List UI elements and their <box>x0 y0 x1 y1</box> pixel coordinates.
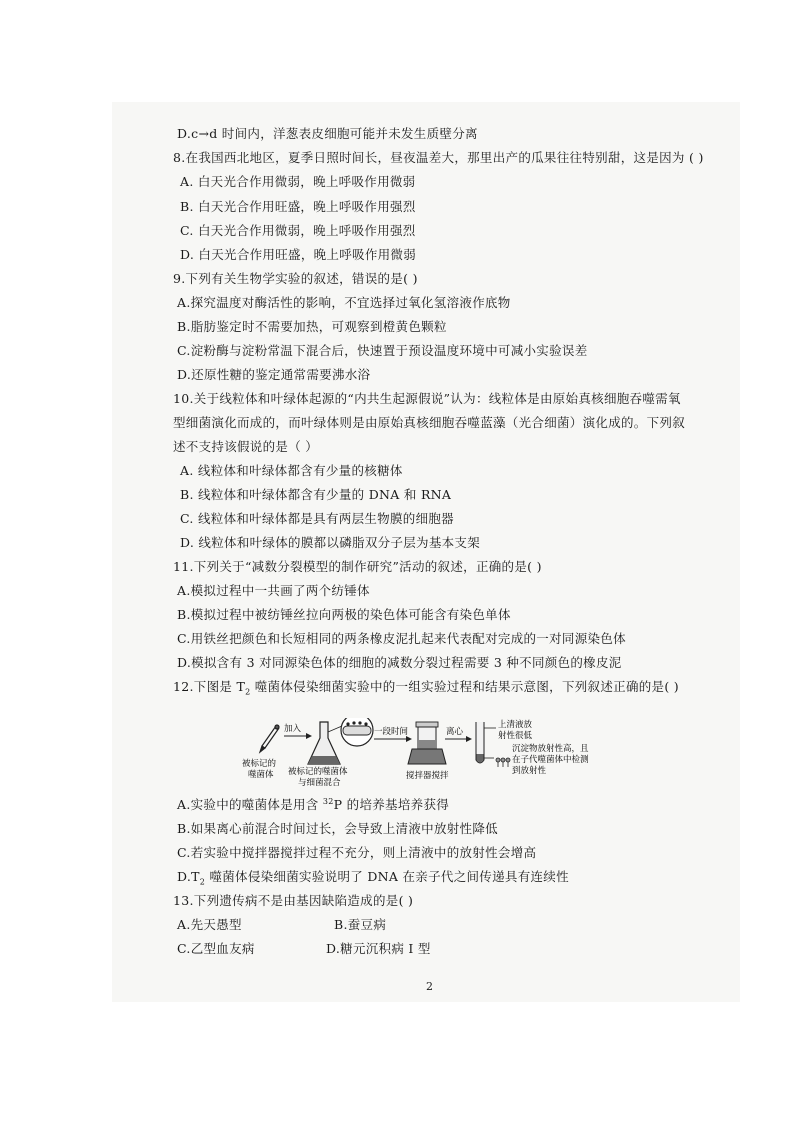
page-number: 2 <box>426 980 433 993</box>
q8-option-d: D. 白天光合作用旺盛，晚上呼吸作用微弱 <box>180 247 417 262</box>
q11-option-a: A.模拟过程中一共画了两个纺锤体 <box>177 583 370 598</box>
q12-option-a: A.实验中的噬菌体是用含 $^{32}$P 的培养基培养获得 <box>177 796 450 812</box>
q11-option-d: D.模拟含有 3 对同源染色体的细胞的减数分裂过程需要 3 种不同颜色的橡皮泥 <box>177 655 622 670</box>
label-stir: 搅拌器搅拌 <box>406 771 449 781</box>
q8-option-a: A. 白天光合作用微弱，晚上呼吸作用微弱 <box>180 174 416 189</box>
label-supernatant-2: 射性很低 <box>498 731 533 741</box>
q13-option-b: B.蚕豆病 <box>334 917 387 932</box>
q13-option-a: A.先天愚型 <box>177 917 242 932</box>
q13-option-c: C.乙型血友病 <box>177 941 255 956</box>
q12-option-c: C.若实验中搅拌器搅拌过程不充分，则上清液中的放射性会增高 <box>177 845 537 860</box>
label-labeled-phage-1: 被标记的 <box>242 759 277 769</box>
flask-icon <box>308 722 340 764</box>
label-add: 加入 <box>284 724 302 734</box>
arrow-add-head <box>306 733 312 739</box>
arrow-centrifuge-head <box>466 736 472 742</box>
arrow-time-head <box>406 736 412 742</box>
t2-phage-experiment-figure <box>240 718 640 786</box>
q10-option-d: D. 线粒体和叶绿体的膜都以磷脂双分子层为基本支架 <box>180 535 481 550</box>
q10-stem-line1: 10.关于线粒体和叶绿体起源的“内共生起源假说”认为：线粒体是由原始真核细胞吞噬需氧 <box>173 391 681 406</box>
q13-stem: 13.下列遗传病不是由基因缺陷造成的是( ) <box>173 893 414 908</box>
q8-option-c: C. 白天光合作用微弱，晚上呼吸作用强烈 <box>180 223 416 238</box>
label-pellet-1: 沉淀物放射性高，且 <box>512 744 589 754</box>
label-mix-1: 被标记的噬菌体 <box>288 767 348 777</box>
q10-option-a: A. 线粒体和叶绿体都含有少量的核糖体 <box>180 463 403 478</box>
q13-option-d: D.糖元沉积病 Ⅰ 型 <box>326 941 431 956</box>
q10-option-b: B. 线粒体和叶绿体都含有少量的 DNA 和 RNA <box>180 487 452 502</box>
q9-option-d: D.还原性糖的鉴定通常需要沸水浴 <box>177 367 371 382</box>
q9-option-a: A.探究温度对酶活性的影响，不宜选择过氧化氢溶液作底物 <box>177 295 511 310</box>
q11-option-c: C.用铁丝把颜色和长短相同的两条橡皮泥扎起来代表配对完成的一对同源染色体 <box>177 631 626 646</box>
test-tube-icon <box>476 722 484 763</box>
q9-stem: 9.下列有关生物学实验的叙述，错误的是( ) <box>173 271 418 286</box>
blender-icon <box>408 722 446 764</box>
q10-stem-line3: 述不支持该假说的是（ ） <box>173 439 319 454</box>
q11-option-b: B.模拟过程中被纺锤丝拉向两极的染色体可能含有染色单体 <box>177 607 511 622</box>
q12-stem: 12.下图是 $T_2$ 噬菌体侵染细菌实验中的一组实验过程和结果示意图，下列叙述正确的是( ) <box>173 679 679 697</box>
q12-option-b: B.如果离心前混合时间过长，会导致上清液中放射性降低 <box>177 821 498 836</box>
label-supernatant-1: 上清液放 <box>498 720 533 730</box>
q8-stem: 8.在我国西北地区，夏季日照时间长，昼夜温差大，那里出产的瓜果往往特别甜，这是因为 ( ) <box>173 150 704 165</box>
q11-stem: 11.下列关于“减数分裂模型的制作研究”活动的叙述，正确的是( ) <box>173 559 542 574</box>
q10-stem-line2: 型细菌演化而成的，而叶绿体则是由原始真核细胞吞噬蓝藻（光合细菌）演化成的。下列叙 <box>173 415 686 430</box>
q9-option-c: C.淀粉酶与淀粉常温下混合后，快速置于预设温度环境中可减小实验误差 <box>177 343 588 358</box>
progeny-phage-icon <box>496 758 510 767</box>
label-centrifuge: 离心 <box>446 727 464 737</box>
label-labeled-phage-2: 噬菌体 <box>248 770 274 780</box>
q7-option-d: D.c→d 时间内，洋葱表皮细胞可能并未发生质壁分离 <box>177 126 478 141</box>
label-pellet-2: 在子代噬菌体中检测 <box>512 755 589 765</box>
callout-line <box>328 726 342 732</box>
label-time: 一段时间 <box>374 727 409 737</box>
q9-option-b: B.脂肪鉴定时不需要加热，可观察到橙黄色颗粒 <box>177 319 447 334</box>
q10-option-c: C. 线粒体和叶绿体都是具有两层生物膜的细胞器 <box>180 511 454 526</box>
q8-option-b: B. 白天光合作用旺盛，晚上呼吸作用强烈 <box>180 199 416 214</box>
pipette-icon <box>260 725 279 752</box>
label-pellet-3: 到放射性 <box>512 766 547 776</box>
magnified-bacteria-icon <box>341 718 373 746</box>
label-mix-2: 与细菌混合 <box>298 778 341 786</box>
q12-option-d: $D.T_2$ 噬菌体侵染细菌实验说明了 DNA 在亲子代之间传递具有连续性 <box>177 869 569 887</box>
